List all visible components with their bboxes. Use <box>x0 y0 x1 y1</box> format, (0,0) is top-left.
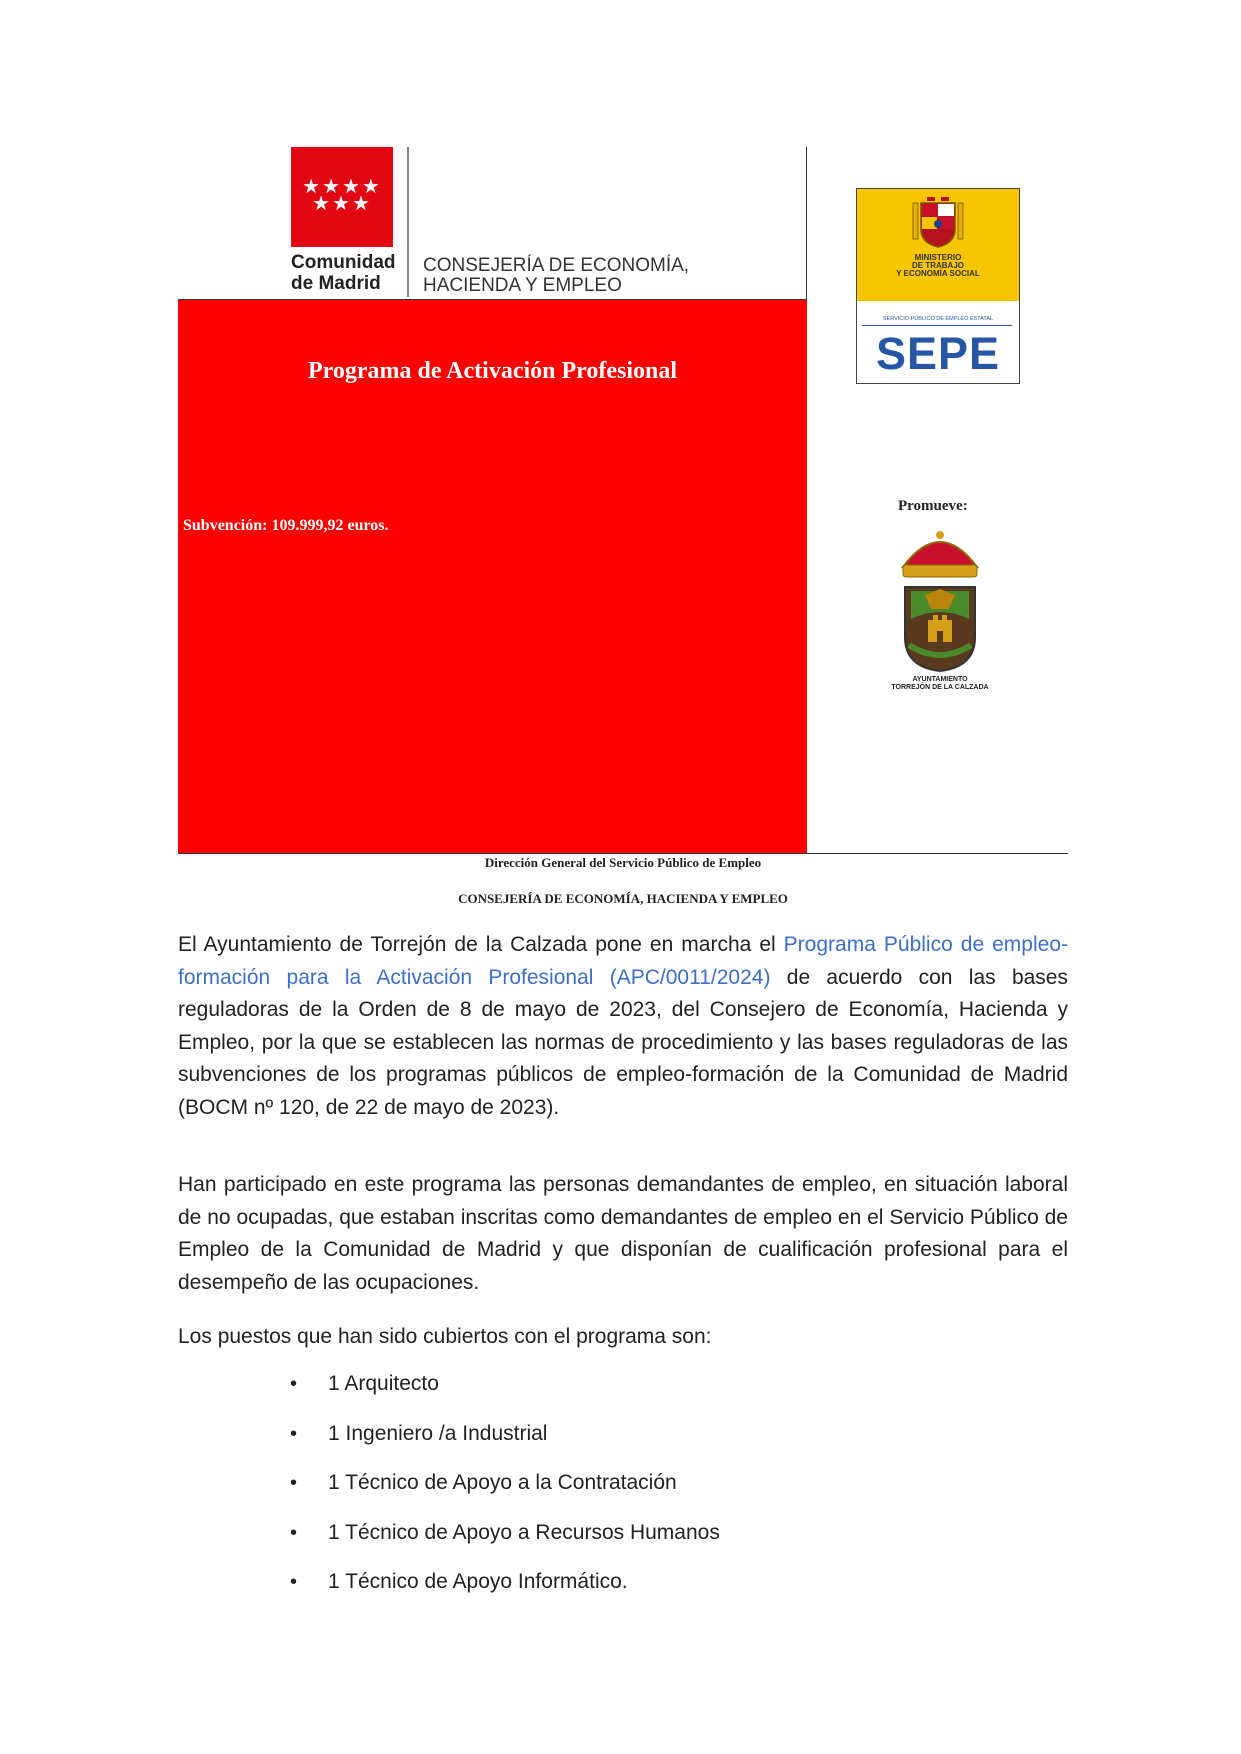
logo-divider <box>407 147 409 297</box>
ayuntamiento-shield-icon <box>895 525 985 675</box>
ministerio-line3: Y ECONOMÍA SOCIAL <box>896 269 980 278</box>
subsidy-amount: Subvención: 109.999,92 euros. <box>183 517 389 534</box>
promoter-label: Promueve: <box>898 498 968 514</box>
direccion-general-text: Dirección General del Servicio Público de Empleo <box>484 855 762 870</box>
ayuntamiento-line1: AYUNTAMIENTO <box>912 676 968 683</box>
intro-paragraph <box>178 929 1068 1124</box>
intro-text-post: de acuerdo con las bases reguladoras de la Orden de 8 de mayo de 2023, del Consejero de Economía, Hacienda y Empleo, por la que se establecen las normas de procedimiento y las bases reguladoras de las subvenciones de los programas públicos de empleo-formación de la Comunidad de Madrid (BOCM nº 120, de 22 de mayo de 2023). <box>178 965 1068 1119</box>
consejeria-line2: HACIENDA Y EMPLEO <box>423 275 622 296</box>
ministerio-text <box>857 254 1019 278</box>
ayuntamiento-name <box>880 676 1000 692</box>
list-item: • 1 Técnico de Apoyo a la Contratación <box>290 1467 720 1517</box>
ministerio-line1: MINISTERIO <box>914 253 962 262</box>
header-divider <box>806 147 807 302</box>
list-item: • 1 Técnico de Apoyo Informático. <box>290 1566 720 1616</box>
program-link[interactable]: Programa Público de empleo-formación para la Activación Profesional (APC/0011/2024) <box>178 933 1068 989</box>
cm-logo-name <box>291 252 401 294</box>
consejeria-caption: CONSEJERÍA DE ECONOMÍA, HACIENDA Y EMPLEO <box>458 891 788 906</box>
participants-paragraph: Han participado en este programa las personas demandantes de empleo, en situación laboral de no ocupadas, que estaban inscritas como demandantes de empleo en el Servicio Público de Empleo de la Comunidad de Madrid y que disponían de cualificación profesional para el desempeño de las ocupaciones. <box>178 1173 1068 1294</box>
ayuntamiento-line2: TORREJÓN DE LA CALZADA <box>891 684 989 691</box>
positions-intro: Los puestos que han sido cubiertos con el programa son: <box>178 1325 712 1348</box>
list-item: • 1 Técnico de Apoyo a Recursos Humanos <box>290 1517 720 1567</box>
ministerio-line2: DE TRABAJO <box>911 261 964 270</box>
header-bottom-rule <box>178 853 1068 854</box>
cm-stars-icon: ★★★★ ★★★ <box>302 174 382 215</box>
program-title: Programa de Activación Profesional <box>307 358 678 384</box>
cm-logo-name-line1: Comunidad <box>291 252 396 273</box>
consejeria-line1: CONSEJERÍA DE ECONOMÍA, <box>423 255 690 276</box>
list-item: • 1 Ingeniero /a Industrial <box>290 1418 720 1468</box>
spain-coat-of-arms-icon <box>857 189 1019 259</box>
positions-list <box>290 1368 720 1616</box>
consejeria-logo-text <box>423 256 689 296</box>
intro-text-pre: El Ayuntamiento de Torrejón de la Calzada pone en marcha el <box>178 933 784 956</box>
cm-logo-name-line2: de Madrid <box>291 273 381 294</box>
sepe-subtitle: SERVICIO PÚBLICO DE EMPLEO ESTATAL <box>882 316 994 322</box>
sepe-wordmark: SEPE <box>875 328 1001 379</box>
sepe-rule <box>862 325 1012 326</box>
ministerio-logo-band <box>857 189 1019 301</box>
list-item: • 1 Arquitecto <box>290 1368 720 1418</box>
